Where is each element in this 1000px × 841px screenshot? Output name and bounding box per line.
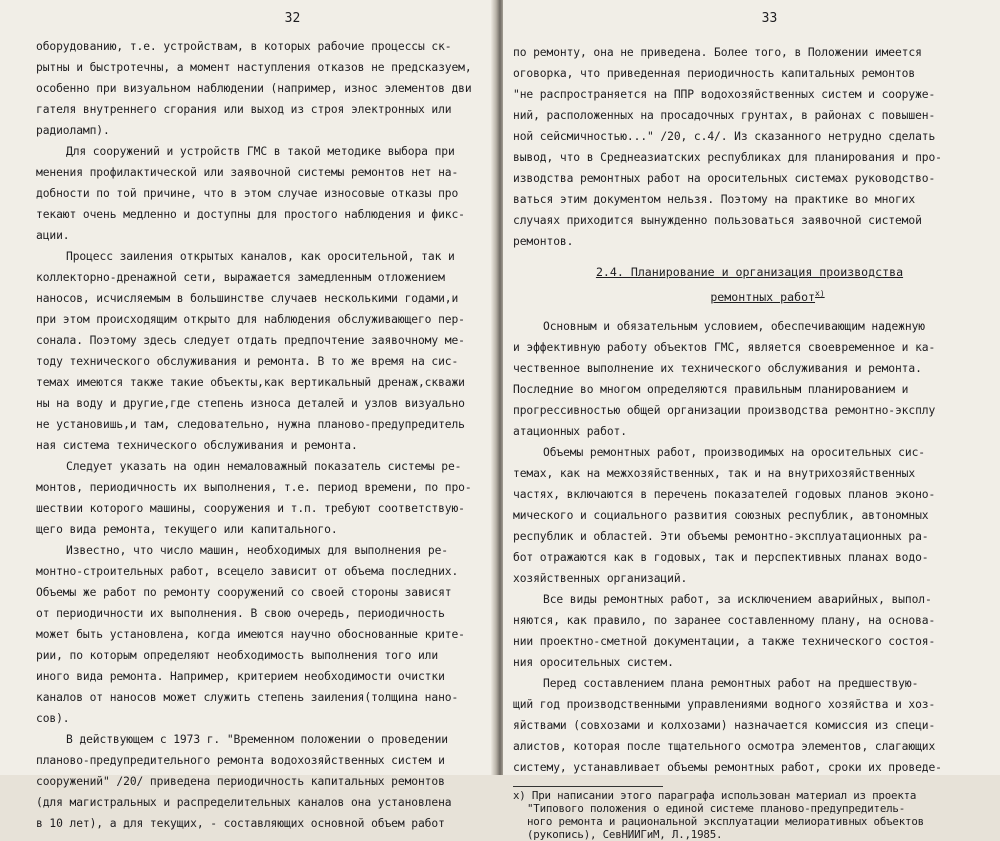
- text-line: оговорка, что приведенная периодичность капитальных ремонтов: [513, 67, 916, 80]
- page-body: [513, 42, 986, 252]
- text-line: хозяйственных организаций.: [513, 571, 688, 585]
- text-line: по ремонту, она не приведена. Более того, в Положении имеется: [513, 46, 922, 59]
- text-line: менения профилактической или заявочной системы ремонтов нет на-: [36, 166, 459, 179]
- text-line: ная система технического обслуживания и ремонта.: [36, 439, 358, 452]
- text-line: Процесс заиления открытых каналов, как оросительной, так и: [66, 250, 455, 263]
- text-line: Объемы ремонтных работ, производимых на оросительных сис-: [543, 445, 925, 459]
- text-line: радиоламп).: [36, 124, 110, 137]
- text-line: В действующем с 1973 г. "Временном положении о проведении: [66, 733, 448, 746]
- text-line: планово-предупредительного ремонта водохозяйственных систем и: [36, 754, 445, 767]
- text-line: добности по той причине, что в этом случае износовые отказы про: [36, 187, 459, 200]
- text-line: тоду технического обслуживания и ремонта. В то же время на сис-: [36, 355, 459, 368]
- text-line: темах, как на межхозяйственных, так и на внутрихозяйственных: [513, 466, 916, 480]
- page-body: [36, 36, 489, 834]
- footnote-line: (рукопись), СевНИИГиМ, Л.,1985.: [527, 827, 723, 841]
- right-page: [503, 0, 1000, 841]
- text-line: алистов, которая после тщательного осмотра элементов, слагающих: [513, 739, 936, 753]
- text-line: атационных работ.: [513, 424, 627, 438]
- text-line: ны на воду и другие,где степень износа деталей и узлов визуально: [36, 397, 465, 410]
- footnote-line: "Типового положения о единой системе планово-предупредитель-: [527, 801, 906, 815]
- footnote-line: х) При написании этого параграфа использован материал из проекта: [513, 788, 917, 802]
- text-line: ации.: [36, 229, 70, 242]
- text-line: няются, как правило, по заранее составленному плану, на основа-: [513, 613, 936, 627]
- text-line: ний, расположенных на просадочных грунтах, в районах с повышен-: [513, 109, 936, 122]
- text-line: Объемы же работ по ремонту сооружений со своей стороны зависят: [36, 586, 452, 599]
- text-line: вывод, что в Среднеазиатских республиках для планирования и про-: [513, 151, 942, 164]
- text-line: гателя внутреннего сгорания или выход из строя электронных или: [36, 103, 452, 116]
- text-line: особенно при визуальном наблюдении (например, износ элементов дви: [36, 82, 472, 95]
- text-line: яйствами (совхозами и колхозами) назначается комиссия из специ-: [513, 718, 936, 732]
- text-line: шествии которого машины, сооружения и т.п. требуют соответствую-: [36, 502, 465, 515]
- text-line: Основным и обязательным условием, обеспечивающим надежную: [543, 319, 925, 333]
- text-line: и эффективную работу объектов ГМС, является своевременное и ка-: [513, 340, 936, 354]
- text-line: частях, включаются в перечень показателей годовых планов эконо-: [513, 487, 936, 501]
- text-line: каналов от наносов может служить степень заиления(толщина нано-: [36, 691, 459, 704]
- text-line: рии, по которым определяют необходимость выполнения того или: [36, 649, 439, 662]
- text-line: ремонтов.: [513, 235, 574, 248]
- text-line: в 10 лет), а для текущих, - составляющих основной объем работ: [36, 817, 445, 830]
- text-line: при этом происходящим открыто для наблюдения обслуживающего пер-: [36, 313, 465, 326]
- text-line: прогрессивностью общей организации производства ремонтно-эксплу: [513, 403, 936, 417]
- text-line: Известно, что число машин, необходимых для выполнения ре-: [66, 544, 448, 557]
- text-line: мического и социального развития союзных республик, автономных: [513, 508, 929, 522]
- text-line: коллекторно-дренажной сети, выражается замедленным отложением: [36, 271, 445, 284]
- text-line: систему, устанавливает объемы ремонтных работ, сроки их проведе-: [513, 760, 942, 774]
- text-line: Все виды ремонтных работ, за исключением аварийных, выпол-: [543, 592, 932, 606]
- text-line: чественное выполнение их технического обслуживания и ремонта.: [513, 361, 922, 375]
- text-line: темах имеются также такие объекты,как вертикальный дренаж,скважи: [36, 376, 465, 389]
- text-line: Следует указать на один немаловажный показатель системы ре-: [66, 460, 462, 473]
- text-line: бот отражаются как в годовых, так и перспективных планах водо-: [513, 550, 929, 564]
- text-line: от периодичности их выполнения. В свою очередь, периодичность: [36, 607, 445, 620]
- footnote: [513, 789, 986, 841]
- section-heading-line: ремонтных работ: [710, 289, 816, 304]
- text-line: Для сооружений и устройств ГМС в такой методике выбора при: [66, 145, 455, 158]
- text-line: нии проектно-сметной документации, а также технического состоя-: [513, 634, 936, 648]
- footnote-marker: х): [815, 289, 825, 298]
- section-heading: [513, 262, 986, 308]
- text-line: может быть установлена, когда имеются научно обоснованные крите-: [36, 628, 465, 641]
- text-line: монтно-строительных работ, всецело зависит от объема последних.: [36, 565, 459, 578]
- page-number: 33: [761, 11, 778, 26]
- text-line: сонала. Поэтому здесь следует отдать предпочтение заявочному ме-: [36, 334, 465, 347]
- text-line: не установишь,и там, следовательно, нужна планово-предупредитель: [36, 418, 465, 431]
- text-line: текают очень медленно и доступны для простого наблюдения и фикс-: [36, 208, 465, 221]
- text-line: щий год производственными управлениями водного хозяйства и хоз-: [513, 697, 936, 711]
- text-line: наносов, исчисляемым в большинстве случаев несколькими годами,и: [36, 292, 459, 305]
- text-line: сооружений" /20/ приведена периодичность капитальных ремонтов: [36, 775, 445, 788]
- footnote-line: ного ремонта и рациональной эксплуатации мелиоративных объектов: [527, 814, 924, 828]
- text-line: ваться этим документом нельзя. Поэтому на практике во многих: [513, 193, 916, 206]
- page-number: 32: [284, 11, 301, 26]
- text-line: случаях приходится вынужденно пользоваться заявочной системой: [513, 214, 922, 227]
- text-line: изводства ремонтных работ на оросительных системах руководство-: [513, 172, 936, 185]
- text-line: ния оросительных систем.: [513, 655, 674, 669]
- page-body: [513, 316, 986, 778]
- footnote-divider: [513, 786, 663, 787]
- left-page: [0, 0, 497, 830]
- text-line: Перед составлением плана ремонтных работ на предшествую-: [543, 676, 919, 690]
- text-line: республик и областей. Эти объемы ремонтно-эксплуатационных ра-: [513, 529, 929, 543]
- text-line: сов).: [36, 712, 70, 725]
- text-line: оборудованию, т.е. устройствам, в которых рабочие процессы ск-: [36, 40, 452, 53]
- text-line: "не распространяется на ППР водохозяйственных систем и сооруже-: [513, 88, 936, 101]
- text-line: ной сейсмичностью..." /20, с.4/. Из сказанного нетрудно сделать: [513, 130, 936, 143]
- text-line: (для магистральных и распределительных каналов она установлена: [36, 796, 452, 809]
- section-heading-line: 2.4. Планирование и организация производства: [595, 265, 904, 279]
- text-line: иного вида ремонта. Например, критерием необходимости очистки: [36, 670, 445, 683]
- text-line: рытны и быстротечны, а момент наступления отказов не предсказуем,: [36, 61, 472, 74]
- text-line: Последние во многом определяются правильным планированием и: [513, 382, 909, 396]
- text-line: монтов, периодичность их выполнения, т.е. период времени, по про-: [36, 481, 472, 494]
- text-line: щего вида ремонта, текущего или капитального.: [36, 523, 338, 536]
